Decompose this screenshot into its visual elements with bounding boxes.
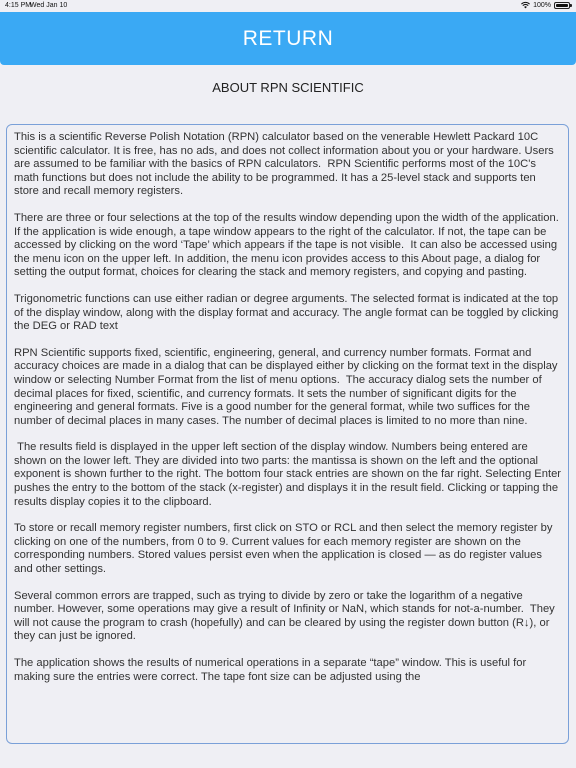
battery-level-fill	[556, 4, 568, 7]
about-paragraph: Several common errors are trapped, such as trying to divide by zero or take the logarithm of a negative number. However, some operations may give a result of Infinity or NaN, which stands for not-a-number. They will not cause the program to crash (hopefully) and can be cleared by using the register down button (R↓), or they can just be ignored.	[14, 589, 558, 643]
about-text-view[interactable]	[6, 124, 569, 744]
about-paragraph: The results field is displayed in the upper left section of the display window. Numbers being entered are shown on the lower left. They are divided into two parts: the mantissa is shown on the left and the optional exponent is shown further to the right. The bottom four stack entries are shown on the far right. Selecting Enter pushes the entry to the bottom of the stack (x-register) and displays it in the result field. Clicking or tapping the results display copies it to the clipboard.	[14, 441, 565, 508]
about-paragraph: There are three or four selections at the top of the results window depending upon the width of the application. If the application is wide enough, a tape window appears to the right of the calculator. If not, the tape can be accessed by clicking on the word ‘Tape’ which appears if the tape is not visible. It can also be accessed using the menu icon on the upper left. In addition, the menu icon provides access to this About page, a dialog for setting the output format, choices for clearing the stack and memory registers, and copying and pasting.	[14, 211, 562, 279]
wifi-icon	[521, 1, 530, 9]
about-paragraph: This is a scientific Reverse Polish Notation (RPN) calculator based on the venerable Hewlett Packard 10C scientific calculator. It is free, has no ads, and does not collect information about you or your hardware. Users are assumed to be familiar with the basics of RPN calculators. RPN Scientific performs most of the 10C's math functions but does not include the ability to be programmed. It has a 25-level stack and supports ten store and recall memory registers.	[14, 131, 557, 198]
about-paragraph: RPN Scientific supports fixed, scientific, engineering, general, and currency number formats. Format and accuracy choices are made in a dialog that can be displayed either by clicking on the format text in the display window or selecting Number Format from the list of menu options. The accuracy dialog sets the number of decimal places for fixed, scientific, and currency formats. It sets the number of significant digits for the engineering and general formats. Five is a good number for the general format, while two suffices for the number of decimal places in many cases. The number of decimal places is limited to no more than nine.	[14, 346, 561, 427]
return-button-label: RETURN	[242, 26, 334, 50]
battery-percent: 100%	[533, 1, 551, 9]
status-date: Wed Jan 10	[30, 2, 68, 9]
battery-icon	[554, 2, 570, 9]
page-title: ABOUT RPN SCIENTIFIC	[212, 80, 364, 95]
status-time: 4:15 PM	[5, 2, 32, 9]
return-button[interactable]	[0, 12, 576, 65]
status-bar	[0, 0, 576, 12]
about-paragraph: The application shows the results of numerical operations in a separate “tape” window. This is useful for making sure the entries were correct. The tape font size can be adjusted using the	[14, 657, 530, 683]
about-paragraph: Trigonometric functions can use either radian or degree arguments. The selected format is indicated at the top of the display window, along with the display format and accuracy. The angle format can be toggled by clicking the DEG or RAD text	[14, 292, 562, 333]
status-indicators	[521, 1, 570, 9]
about-paragraph: To store or recall memory register numbers, first click on STO or RCL and then select the memory register by clicking on one of the numbers, from 0 to 9. Current values for each memory register are shown on the corresponding numbers. Stored values persist even when the application is closed — as do register values and other settings.	[14, 522, 556, 576]
